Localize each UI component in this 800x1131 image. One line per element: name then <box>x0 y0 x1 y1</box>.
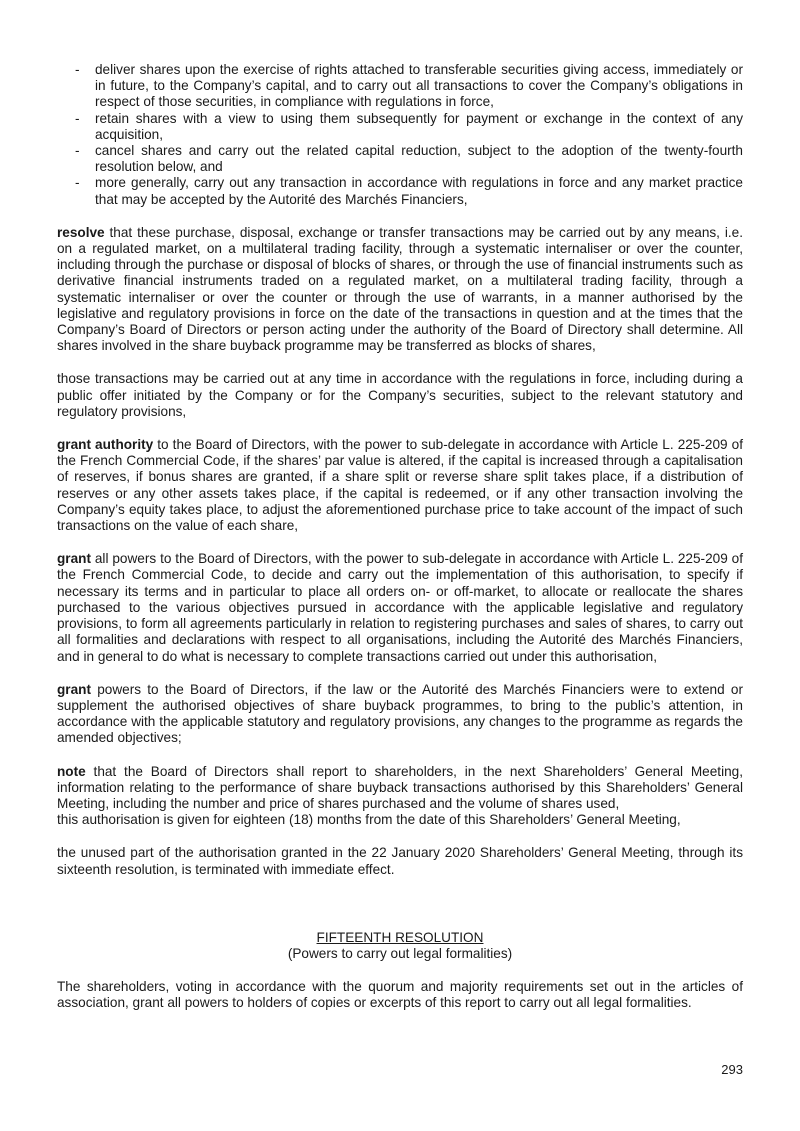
list-item-text: retain shares with a view to using them subsequently for payment or exchange in the context of any acquisition, <box>95 110 743 142</box>
grant-all-powers-paragraph <box>57 551 743 664</box>
note-keyword: note <box>57 763 86 779</box>
bullet-marker: - <box>75 62 80 77</box>
unused-part-paragraph: the unused part of the authorisation granted in the 22 January 2020 Shareholders’ General Meeting, through its sixteenth resolution, is terminated with immediate effect. <box>57 845 743 877</box>
objectives-list <box>57 62 743 208</box>
grant-keyword: grant <box>57 551 91 567</box>
grant-keyword: grant <box>57 681 91 697</box>
grant-authority-keyword: grant authority <box>57 437 154 453</box>
bullet-marker: - <box>75 175 80 191</box>
resolution-body: The shareholders, voting in accordance with the quorum and majority requirements set out in the articles of association, grant all powers to holders of copies or excerpts of this report to carry out all legal formalities. <box>57 979 743 1011</box>
resolve-keyword: resolve <box>57 224 105 240</box>
note-text: that the Board of Directors shall report to shareholders, in the next Shareholders’ General Meeting, information relating to the performance of share buyback transactions authorised by this Shareholders’ General Meeting, including the number and price of shares purchased and the volume of shares used, <box>57 763 743 811</box>
bullet-marker: - <box>75 110 80 126</box>
list-item <box>57 175 743 207</box>
list-item-text: cancel shares and carry out the related capital reduction, subject to the adoption of the twenty-fourth resolution below, and <box>95 143 743 175</box>
resolution-subtitle: (Powers to carry out legal formalities) <box>287 945 513 961</box>
list-item-text: deliver shares upon the exercise of rights attached to transferable securities giving access, immediately or in future, to the Company’s capital, and to carry out all transactions to cover the Company’s obligations in respect of those securities, in compliance with regulations in force, <box>95 62 743 110</box>
grant-authority-text: to the Board of Directors, with the power to sub-delegate in accordance with Article L. 225-209 of the French Commercial Code, if the shares’ par value is altered, if the capital is increased through a capitalisation of reserves, if bonus shares are granted, if a share split or reverse share split takes place, if a distribution of reserves or any other assets takes place, if the capital is redeemed, or if any other transaction involving the Company’s equity takes place, to adjust the aforementioned purchase price to take account of the impact of such transactions on the value of each share, <box>57 437 743 534</box>
page-number: 293 <box>721 1062 743 1077</box>
grant-all-powers-text: all powers to the Board of Directors, with the power to sub-delegate in accordance with Article L. 225-209 of the French Commercial Code, to decide and carry out the implementation of this authorisation, to specify if necessary its terms and in particular to place all orders on- or off-market, to allocate or reallocate the shares purchased to the various objectives pursued in accordance with the applicable legislative and regulatory provisions, to form all agreements particularly in relation to registering purchases and sales of shares, to carry out all formalities and declarations with respect to all organisations, including the Autorité des Marchés Financiers, and in general to do what is necessary to complete transactions carried out under this authorisation, <box>57 551 743 664</box>
bullet-marker: - <box>75 143 80 159</box>
list-item <box>57 111 743 143</box>
public-offer-paragraph: those transactions may be carried out at any time in accordance with the regulations in force, including during a public offer initiated by the Company or for the Company’s securities, subject to the relevant statutory and regulatory provisions, <box>57 371 743 419</box>
note-paragraph <box>57 764 743 813</box>
duration-paragraph: this authorisation is given for eighteen (18) months from the date of this Shareholders’ General Meeting, <box>57 812 681 828</box>
list-item <box>57 143 743 175</box>
resolution-title: FIFTEENTH RESOLUTION <box>316 929 484 945</box>
page-content <box>57 62 743 1012</box>
list-item-text: more generally, carry out any transaction in accordance with regulations in force and any market practice that may be accepted by the Autorité des Marchés Financiers, <box>95 175 743 207</box>
grant-authority-paragraph <box>57 437 743 534</box>
grant-powers-paragraph <box>57 682 743 747</box>
list-item <box>57 62 743 111</box>
resolve-paragraph <box>57 225 743 355</box>
grant-powers-text: powers to the Board of Directors, if the law or the Autorité des Marchés Financiers were to extend or supplement the authorised objectives of share buyback programmes, to bring to the public’s attention, in accordance with the applicable statutory and regulatory provisions, any changes to the programme as regards the amended objectives; <box>57 681 743 746</box>
resolve-text: that these purchase, disposal, exchange or transfer transactions may be carried out by any means, i.e. on a regulated market, on a multilateral trading facility, through a systematic internaliser or over the counter, including through the purchase or disposal of blocks of shares, or through the use of financial instruments such as derivative financial instruments traded on a regulated market, on a multilateral trading facility, through a systematic internaliser or over the counter or through the use of warrants, in a manner authorised by the legislative and regulatory provisions in force on the date of the transactions in question and at the times that the Company’s Board of Directors or person acting under the authority of the Board of Directory shall determine. All shares involved in the share buyback programme may be transferred as blocks of shares, <box>57 224 743 354</box>
